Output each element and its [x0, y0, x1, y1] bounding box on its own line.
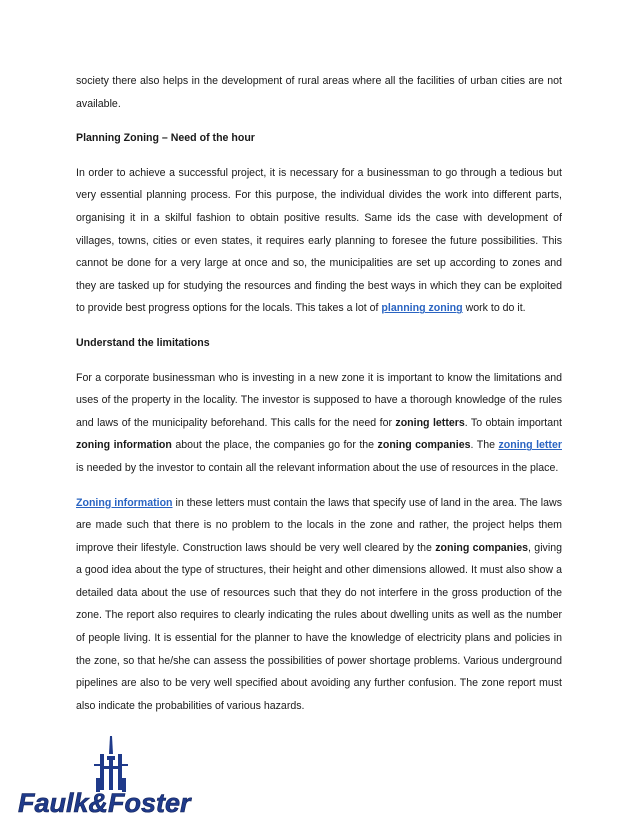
paragraph-text: . To obtain important [464, 416, 562, 429]
building-tower-logo-icon [14, 734, 204, 818]
company-logo [14, 734, 204, 818]
paragraph-text: , giving a good idea about the type of structures, their height and other dimensions allowed. It must also show a detailed data about the use of resources such that they do not interfere in the gross production of the zone. The report also requires to clearly indicating the rules about dwelling units as well as the number of people living. It is essential for the planner to have the knowledge of electricity plans and policies in the zone, so that he/she can assess the possibilities of power shortage problems. Various underground pipelines are also to be very well specified about avoiding any further confusion. The zone report must also indicate the probabilities of various hazards. [76, 541, 562, 712]
planning-zoning-link[interactable]: planning zoning [381, 302, 463, 315]
paragraph-text: For a corporate businessman who is investing in a new zone it is important to know the limitations and uses of the property in the locality. The investor is supposed to have a thorough knowledge of the rules and laws of the municipality beforehand. This calls for the need for [76, 371, 562, 429]
bold-zoning-companies: zoning companies [377, 439, 471, 452]
paragraph-planning [76, 162, 562, 320]
paragraph-text: is needed by the investor to contain all the relevant information about the use of resources in the place. [76, 461, 559, 474]
paragraph-text: . The [470, 439, 499, 452]
paragraph-text: about the place, the companies go for the [171, 439, 378, 452]
heading-limitations: Understand the limitations [76, 336, 210, 349]
bold-zoning-letters: zoning letters [395, 416, 465, 429]
heading-planning-zoning: Planning Zoning – Need of the hour [76, 132, 255, 145]
paragraph-zoning-information [76, 492, 562, 718]
paragraph-intro: society there also helps in the development of rural areas where all the facilities of urban cities are not available. [76, 75, 562, 110]
bold-zoning-information: zoning information [76, 439, 172, 452]
logo-wordmark: Faulk&Foster [18, 788, 191, 818]
paragraph-text: In order to achieve a successful project, it is necessary for a businessman to go through a tedious but very essential planning process. For this purpose, the individual divides the work into different parts, organising it in a skilful fashion to obtain positive results. Same ids the case with development of villages, towns, cities or even states, it requires early planning to foresee the future possibilities. This cannot be done for a very large at once and so, the municipalities are set up according to zones and they are tasked up for studying the resources and finding the best ways in which they can be exploited to provide best progress options for the locals. This takes a lot of [76, 166, 562, 315]
zoning-letter-link[interactable]: zoning letter [498, 439, 562, 452]
paragraph-text: work to do it. [462, 302, 526, 315]
document-body [76, 70, 562, 729]
paragraph-limitations [76, 367, 562, 480]
bold-zoning-companies: zoning companies [435, 541, 529, 554]
paragraph-text: in these letters must contain the laws that specify use of land in the area. The laws are made such that there is no problem to the locals in the zone and rather, the project helps them improve their lifestyle. Construction laws should be very well cleared by the [76, 496, 562, 554]
zoning-information-link[interactable]: Zoning information [76, 496, 173, 509]
